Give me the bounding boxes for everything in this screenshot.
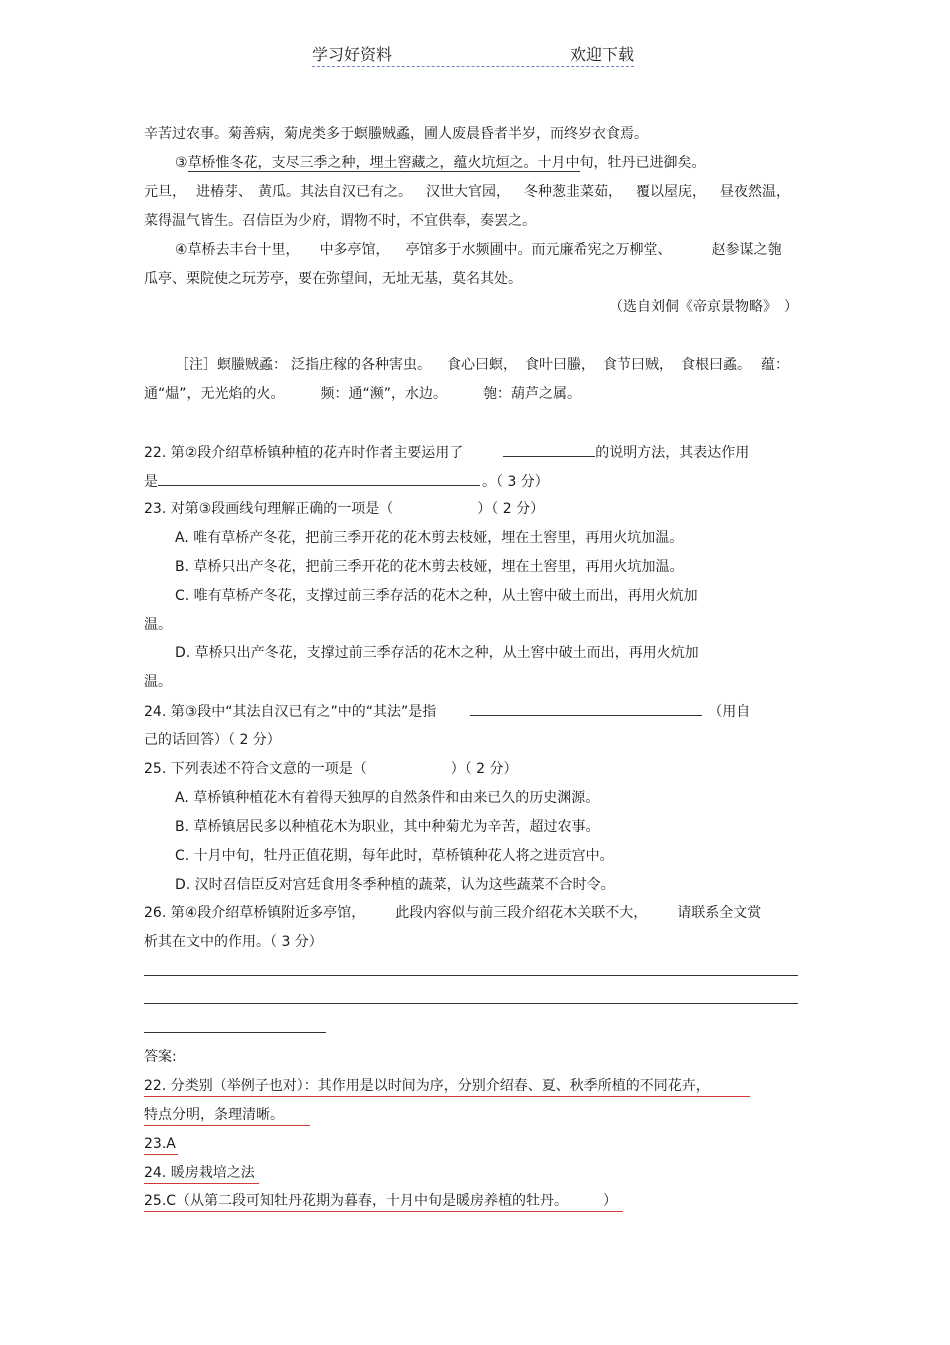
question-text: 26. 第④段介绍草桥镇附近多亭馆，	[144, 905, 366, 921]
answer-25	[144, 1191, 804, 1211]
note-segment: 泛指庄稼的各种害虫。	[291, 357, 431, 373]
question-score: ）（ 2 分）	[477, 501, 545, 517]
question-text: 此段内容似与前三段介绍花木关联不大，	[395, 905, 648, 921]
question-25	[144, 759, 804, 779]
question-text: （用自	[708, 704, 751, 720]
passage-text: 旬，牡丹已进御矣。	[579, 155, 706, 171]
answer-22-line-1	[144, 1076, 804, 1096]
note-segment: 食根曰蟊。	[681, 357, 751, 373]
question-23-option-d-cont: 温。	[144, 674, 172, 690]
passage-segment: 覆以屋庑，	[636, 184, 706, 200]
passage-segment: 亭馆多于水频圃中。而元廉希宪之万柳堂、	[405, 242, 672, 258]
question-25-option-c: C. 十月中旬，牡丹正值花期，每年此时，草桥镇种花人将之进贡宫中。	[175, 848, 614, 864]
question-23	[144, 499, 804, 519]
question-24-line-2: 己的话回答）（ 2 分）	[144, 732, 281, 748]
passage-paragraph-3-line-1	[175, 153, 805, 173]
page-header	[312, 40, 634, 67]
passage-segment: 汉世大官园，	[426, 184, 510, 200]
question-text: 是	[144, 474, 158, 490]
header-right-text: 欢迎下载	[569, 45, 634, 64]
paragraph-number: ③	[175, 155, 188, 171]
note-segment: 食叶曰螣，	[525, 357, 595, 373]
answer-blank-line[interactable]	[144, 1032, 326, 1033]
note-segment: 匏：葫芦之属。	[483, 386, 582, 402]
question-text: 请联系全文赏	[677, 905, 762, 921]
question-23-option-a: A. 唯有草桥产冬花，把前三季开花的花木剪去枝娅，埋在土窖里，再用火坑加温。	[175, 530, 684, 546]
passage-segment: 昼夜然温，	[720, 184, 790, 200]
passage-paragraph-3-line-3: 菜得温气皆生。召信臣为少府，谓物不时，不宜供奉，奏罢之。	[144, 213, 536, 229]
note-line-2	[144, 384, 804, 404]
passage-paragraph-4-line-2: 瓜亭、栗院使之玩芳亭，要在弥望间，无址无基，莫名其处。	[144, 271, 522, 287]
note-segment: 食心曰螟，	[447, 357, 517, 373]
note-segment: ［注］螟螣贼蟊：	[175, 357, 287, 373]
passage-segment: 元旦，	[144, 184, 186, 200]
question-23-option-c: C. 唯有草桥产冬花，支撑过前三季存活的花木之种，从土窖中破土而出，再用火炕加	[175, 588, 698, 604]
question-text: 22. 第②段介绍草桥镇种植的花卉时作者主要运用了	[144, 445, 464, 461]
answer-22-text: 22. 分类别（举例子也对）：其作用是以时间为序，分别介绍春、夏、秋季所植的不同花卉，	[144, 1078, 750, 1097]
question-22-line-2	[144, 471, 804, 492]
underlined-sentence: 草桥惟冬花，支尽三季之种，埋土窖藏之，蕴火坑烜之。十月中	[187, 155, 580, 171]
passage-paragraph-4-line-1	[175, 240, 805, 260]
answer-24	[144, 1163, 804, 1183]
question-text: 。（ 3 分）	[482, 474, 549, 490]
answer-22-text-cont: 特点分明，条理清晰。	[144, 1107, 310, 1126]
question-text: 23. 对第③段画线句理解正确的一项是（	[144, 501, 394, 517]
answer-blank[interactable]	[470, 701, 702, 716]
answer-blank-line[interactable]	[144, 975, 798, 976]
note-segment: 食节曰贼，	[603, 357, 673, 373]
header-left-text: 学习好资料	[312, 45, 393, 64]
question-23-option-c-cont: 温。	[144, 617, 172, 633]
question-26-line-1	[144, 903, 804, 923]
question-22-line-1	[144, 442, 804, 463]
answer-23-text: 23.A	[144, 1136, 178, 1155]
question-23-option-b: B. 草桥只出产冬花，把前三季开花的花木剪去枝娅，埋在土窖里，再用火坑加温。	[175, 559, 684, 575]
question-text: 的说明方法，其表达作用	[595, 445, 750, 461]
passage-segment: 冬种葱韭菜茹，	[524, 184, 622, 200]
answer-blank[interactable]	[158, 471, 480, 486]
question-score: ）（ 2 分）	[450, 761, 518, 777]
answer-23	[144, 1134, 804, 1154]
passage-segment: ④草桥去丰台十里，	[175, 242, 300, 258]
passage-segment: 黄瓜。	[258, 184, 300, 200]
note-segment: 蕴：	[761, 357, 789, 373]
question-text: 24. 第③段中“其法自汉已有之”中的“其法”是指	[144, 704, 437, 720]
answer-25-text: 25.C（从第二段可知牡丹花期为暮春，十月中旬是暖房养植的牡丹。 ）	[144, 1193, 623, 1212]
question-25-option-b: B. 草桥镇居民多以种植花木为职业，其中种菊尤为辛苦，超过农事。	[175, 819, 600, 835]
question-25-option-a: A. 草桥镇种植花木有着得天独厚的自然条件和由来已久的历史渊源。	[175, 790, 600, 806]
question-23-option-d: D. 草桥只出产冬花，支撑过前三季存活的花木之种，从土窖中破土而出，再用火炕加	[175, 645, 699, 661]
answers-label: 答案:	[144, 1049, 177, 1065]
passage-segment: 其法自汉已有之。	[300, 184, 412, 200]
answer-blank[interactable]	[503, 442, 595, 457]
passage-segment: 进椿芽、	[196, 184, 252, 200]
question-text: 25. 下列表述不符合文意的一项是（	[144, 761, 367, 777]
answer-24-text: 24. 暖房栽培之法	[144, 1165, 259, 1184]
passage-segment: 中多亭馆，	[319, 242, 390, 258]
note-segment: 频：通“濒”，水边。	[320, 386, 448, 402]
passage-line: 辛苦过农事。菊善病，菊虎类多于螟螣贼蟊，圃人废晨昏者半岁，而终岁衣食焉。	[144, 126, 648, 142]
question-24-line-1	[144, 701, 804, 722]
answer-22-line-2	[144, 1105, 804, 1125]
question-25-option-d: D. 汉时召信臣反对宫廷食用冬季种植的蔬菜，认为这些蔬菜不合时令。	[175, 877, 615, 893]
passage-paragraph-3-line-2	[144, 182, 804, 202]
passage-segment: 赵参谋之匏	[711, 242, 782, 258]
passage-source: （选自刘侗《帝京景物略》 ）	[609, 299, 798, 315]
note-line-1	[175, 355, 805, 375]
answer-blank-line[interactable]	[144, 1003, 798, 1004]
question-26-line-2: 析其在文中的作用。（ 3 分）	[144, 934, 323, 950]
note-segment: 通“煴”，无光焰的火。	[144, 386, 285, 402]
